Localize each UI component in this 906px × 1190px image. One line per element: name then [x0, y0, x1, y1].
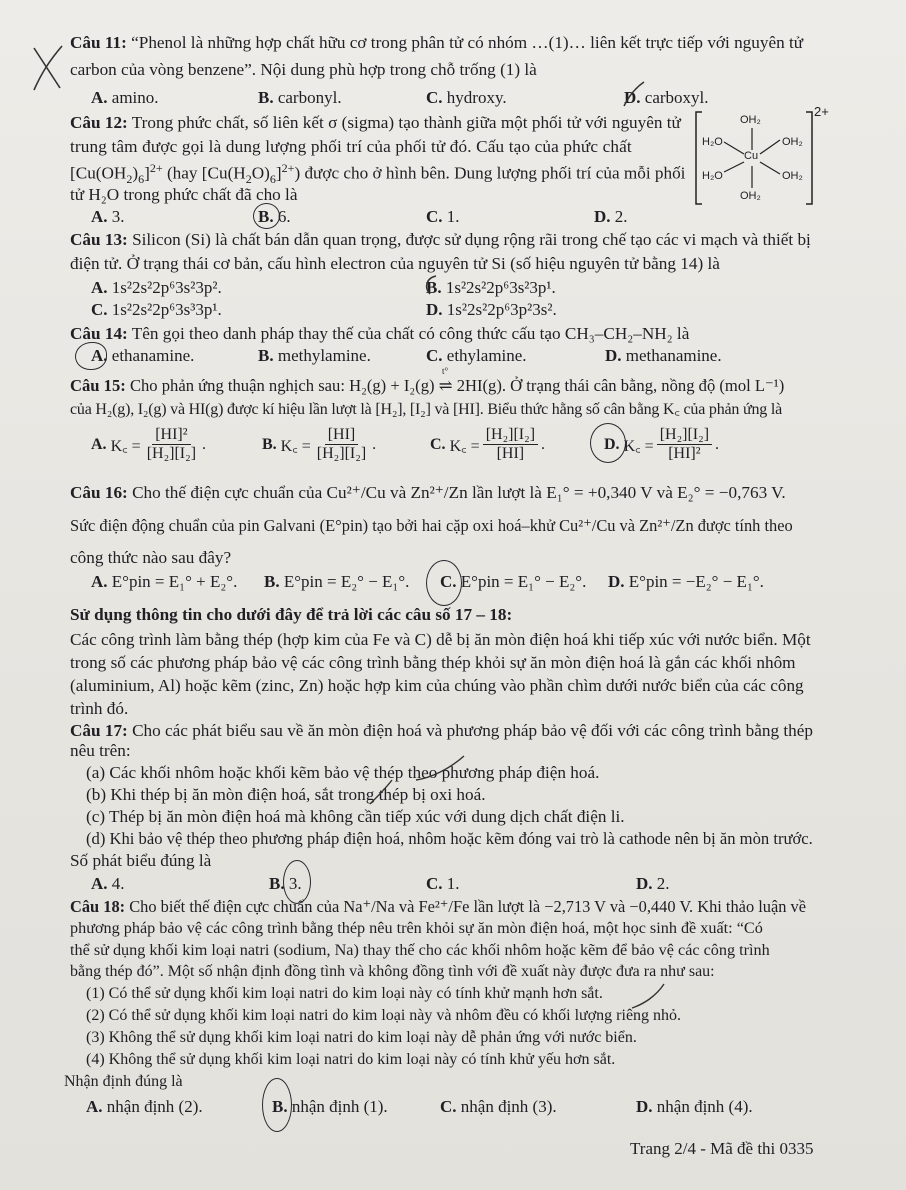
question-13-line2: điện tử. Ở trạng thái cơ bản, cấu hình electron của nguyên tử Si (số hiệu nguyên tử bằng 14) là: [70, 254, 720, 273]
answer-mark-icon: [620, 80, 648, 110]
question-16-line2: Sức điện động chuẩn của pin Galvani (E°pin) tạo bởi hai cặp oxi hoá–khử Cu²⁺/Cu và Zn²⁺/Zn được tính theo: [70, 516, 793, 535]
page-footer: Trang 2/4 - Mã đề thi 0335: [630, 1139, 814, 1158]
question-text: Trong phức chất, số liên kết σ (sigma) tạo thành giữa một phối tử với nguyên tử: [131, 113, 681, 132]
option-a: A. 1s²2s²2p⁶3s²3p².: [91, 278, 222, 297]
option-b: B. nhận định (1).: [272, 1097, 388, 1116]
option-b: B. methylamine.: [258, 346, 371, 365]
option-c: C. 1s²2s²2p⁶3s³3p¹.: [91, 300, 222, 319]
option-c: C. hydroxy.: [426, 88, 507, 107]
question-16-line3: công thức nào sau đây?: [70, 548, 232, 567]
question-text: “Phenol là những hợp chất hữu cơ trong phân tử có nhóm …(1)… liên kết trực tiếp với nguyên tử: [131, 33, 804, 52]
question-12: [70, 113, 690, 133]
question-label: Câu 13:: [70, 230, 128, 249]
statement: (a) Các khối nhôm hoặc khối kẽm bảo vệ thép theo phương pháp điện hoá.: [86, 763, 600, 782]
option-d: D. carboxyl.: [624, 88, 709, 107]
question-label: Câu 18:: [70, 897, 126, 916]
option-a: A. 4.: [91, 874, 125, 893]
complex-charge: 2+: [814, 104, 829, 119]
option-d: D. E°pin = −E₂° − E₁°.: [608, 572, 764, 591]
option-d: D. 2.: [636, 874, 670, 893]
ligand-label: H₂O: [702, 170, 723, 182]
statement: (b) Khi thép bị ăn mòn điện hoá, sắt trong thép bị oxi hoá.: [86, 785, 486, 804]
question-label: Câu 11:: [70, 33, 127, 52]
option-c: C. 1.: [426, 874, 460, 893]
question-text: Cho các phát biểu sau về ăn mòn điện hoá và phương pháp bảo vệ đối với các công trình bằng thép: [132, 721, 813, 740]
option-d: D. K꜀ = $\frac{\text{[H₂][I₂]}}{\text{[HI]²}}$ .: [604, 426, 720, 462]
question-18-prompt: Nhận định đúng là: [64, 1073, 183, 1090]
statement: (1) Có thể sử dụng khối kim loại natri do kim loại này có tính khử mạnh hơn sắt.: [86, 985, 603, 1002]
question-18-line: phương pháp bảo vệ các công trình bằng thép nêu trên khỏi sự ăn mòn điện hoá, một học sinh đề xuất: “Có: [70, 919, 763, 937]
check-mark-icon: [366, 778, 396, 808]
option-a: A. nhận định (2).: [86, 1097, 203, 1116]
check-mark-icon: [410, 752, 468, 786]
option-c: C. K꜀ = $\frac{\text{[H₂][I₂]}}{[HI]}$ .: [430, 426, 546, 462]
question-18: [70, 897, 900, 916]
option-c: C. ethylamine.: [426, 346, 527, 365]
option-d: D. nhận định (4).: [636, 1097, 753, 1116]
equilibrium-condition-label: t°: [442, 366, 449, 376]
option-b: B. K꜀ = $\frac{[HI]}{\text{[H₂][I₂]}}$ .: [262, 426, 377, 462]
statement: (d) Khi bảo vệ thép theo phương pháp điện hoá, nhôm hoặc kẽm đóng vai trò là cathode nên bị ăn mòn trước.: [86, 829, 813, 848]
question-17-prompt: Số phát biểu đúng là: [70, 851, 212, 870]
option-c: C. E°pin = E₁° − E₂°.: [440, 572, 587, 591]
answer-circle: [75, 342, 107, 370]
question-label: Câu 15:: [70, 376, 126, 395]
question-11-line2: carbon của vòng benzene”. Nội dung phù hợp trong chỗ trống (1) là: [70, 60, 537, 79]
question-label: Câu 17:: [70, 721, 128, 740]
question-18-line: thể sử dụng khối kim loại natri (sodium, Na) thay thế cho các khối nhôm hoặc kẽm để bảo vệ các công trình: [70, 941, 770, 959]
option-b: B. E°pin = E₂° − E₁°.: [264, 572, 410, 591]
ligand-label: OH₂: [740, 190, 761, 202]
option-a: A. ethanamine.: [91, 346, 195, 365]
statement: (2) Có thể sử dụng khối kim loại natri do kim loại này và nhôm đều có khối lượng riêng nhỏ.: [86, 1007, 682, 1024]
question-15: [70, 376, 900, 396]
statement: (3) Không thể sử dụng khối kim loại natri do kim loại này dễ phản ứng với nước biển.: [86, 1029, 637, 1046]
option-b: B. 1s²2s²2p⁶3s²3p¹.: [426, 278, 556, 297]
option-b: B. 6.: [258, 207, 291, 226]
question-11: [70, 33, 890, 53]
check-mark-icon: [628, 982, 668, 1012]
question-12-line4: tử H₂O trong phức chất đã cho là: [70, 185, 298, 204]
option-a: A. amino.: [91, 88, 159, 107]
question-17-line2: nêu trên:: [70, 741, 131, 760]
info-paragraph: Các công trình làm bằng thép (hợp kim của Fe và C) dễ bị ăn mòn điện hoá khi tiếp xúc với nước biển. Một trong số các phương pháp bảo vệ các công trình bằng thép khỏi sự ăn mòn điện hoá là gắn các khối nhôm (aluminium, Al) hoặc kẽm (zinc, Zn) hoặc hợp kim của chúng vào phần chìm dưới nước biển của các công trình đó.: [70, 630, 811, 718]
question-17: [70, 721, 900, 741]
question-text: Cho biết thế điện cực chuẩn của Na⁺/Na và Fe²⁺/Fe lần lượt là −2,713 V và −0,440 V. Khi thảo luận về: [129, 897, 807, 916]
question-text: Tên gọi theo danh pháp thay thế của chất có công thức cấu tạo CH₃–CH₂–NH₂ là: [131, 324, 690, 343]
question-text: Silicon (Si) là chất bán dẫn quan trọng, được sử dụng rộng rãi trong chế tạo các vi mạch và thiết bị: [132, 230, 811, 249]
ligand-label: OH₂: [782, 136, 803, 148]
ligand-label: H₂O: [702, 136, 723, 148]
question-16: [70, 483, 900, 503]
info-heading: Sử dụng thông tin cho dưới đây để trả lời các câu số 17 – 18:: [70, 605, 513, 624]
pen-x-mark-icon: [28, 42, 68, 94]
option-a: A. K꜀ = $\frac{\text{[HI]²}}{\text{[H₂][I₂]}}$ .: [91, 426, 207, 462]
option-d: D. 2.: [594, 207, 628, 226]
option-c: C. 1.: [426, 207, 460, 226]
question-label: Câu 16:: [70, 483, 128, 502]
answer-circle: [253, 203, 280, 229]
answer-circle: [590, 423, 626, 463]
option-b: B. 3.: [269, 874, 302, 893]
ligand-label: OH₂: [740, 114, 761, 126]
option-c: C. nhận định (3).: [440, 1097, 557, 1116]
statement: (c) Thép bị ăn mòn điện hoá mà không cần tiếp xúc với dung dịch chất điện li.: [86, 807, 625, 826]
question-12-line2: trung tâm được gọi là dung lượng phối trí của phối tử đó. Cấu tạo của phức chất: [70, 137, 632, 156]
answer-circle: [262, 1078, 292, 1132]
question-text: Cho thế điện cực chuẩn của Cu²⁺/Cu và Zn²⁺/Zn lần lượt là E₁° = +0,340 V và E₂° = −0,763 V.: [132, 483, 786, 502]
option-d: D. methanamine.: [605, 346, 722, 365]
question-14: [70, 324, 900, 344]
question-18-line: bằng thép đó”. Một số nhận định đồng tình và không đồng tình với đề xuất này được đưa ra như sau:: [70, 963, 715, 980]
option-d: D. 1s²2s²2p⁶3p²3s².: [426, 300, 557, 319]
question-label: Câu 14:: [70, 324, 128, 343]
option-a: A. 3.: [91, 207, 125, 226]
ligand-label: OH₂: [782, 170, 803, 182]
question-label: Câu 12:: [70, 113, 128, 132]
option-b: B. carbonyl.: [258, 88, 342, 107]
answer-mark-icon: [422, 274, 452, 298]
statement: (4) Không thể sử dụng khối kim loại natri do kim loại này có tính khử yếu hơn sắt.: [86, 1051, 616, 1068]
question-13: [70, 230, 900, 250]
complex-center-label: Cu: [744, 150, 759, 162]
question-text: Cho phản ứng thuận nghịch sau: H₂(g) + I₂(g) ⇌ 2HI(g). Ở trạng thái cân bằng, nồng độ (mol L⁻¹): [129, 376, 785, 395]
question-12-line3: $[Cu(OH_2)_6]^{2+}$ (hay $[Cu(H_2O)_6]^{2+}$) được cho ở hình bên. Dung lượng phối trí của mỗi phối: [70, 161, 686, 187]
option-a: A. E°pin = E₁° + E₂°.: [91, 572, 238, 591]
question-15-line2: của H₂(g), I₂(g) và HI(g) được kí hiệu lần lượt là [H₂], [I₂] và [HI]. Biểu thức hằng số cân bằng K꜀ của phản ứng là: [70, 401, 783, 418]
answer-circle: [426, 560, 462, 606]
